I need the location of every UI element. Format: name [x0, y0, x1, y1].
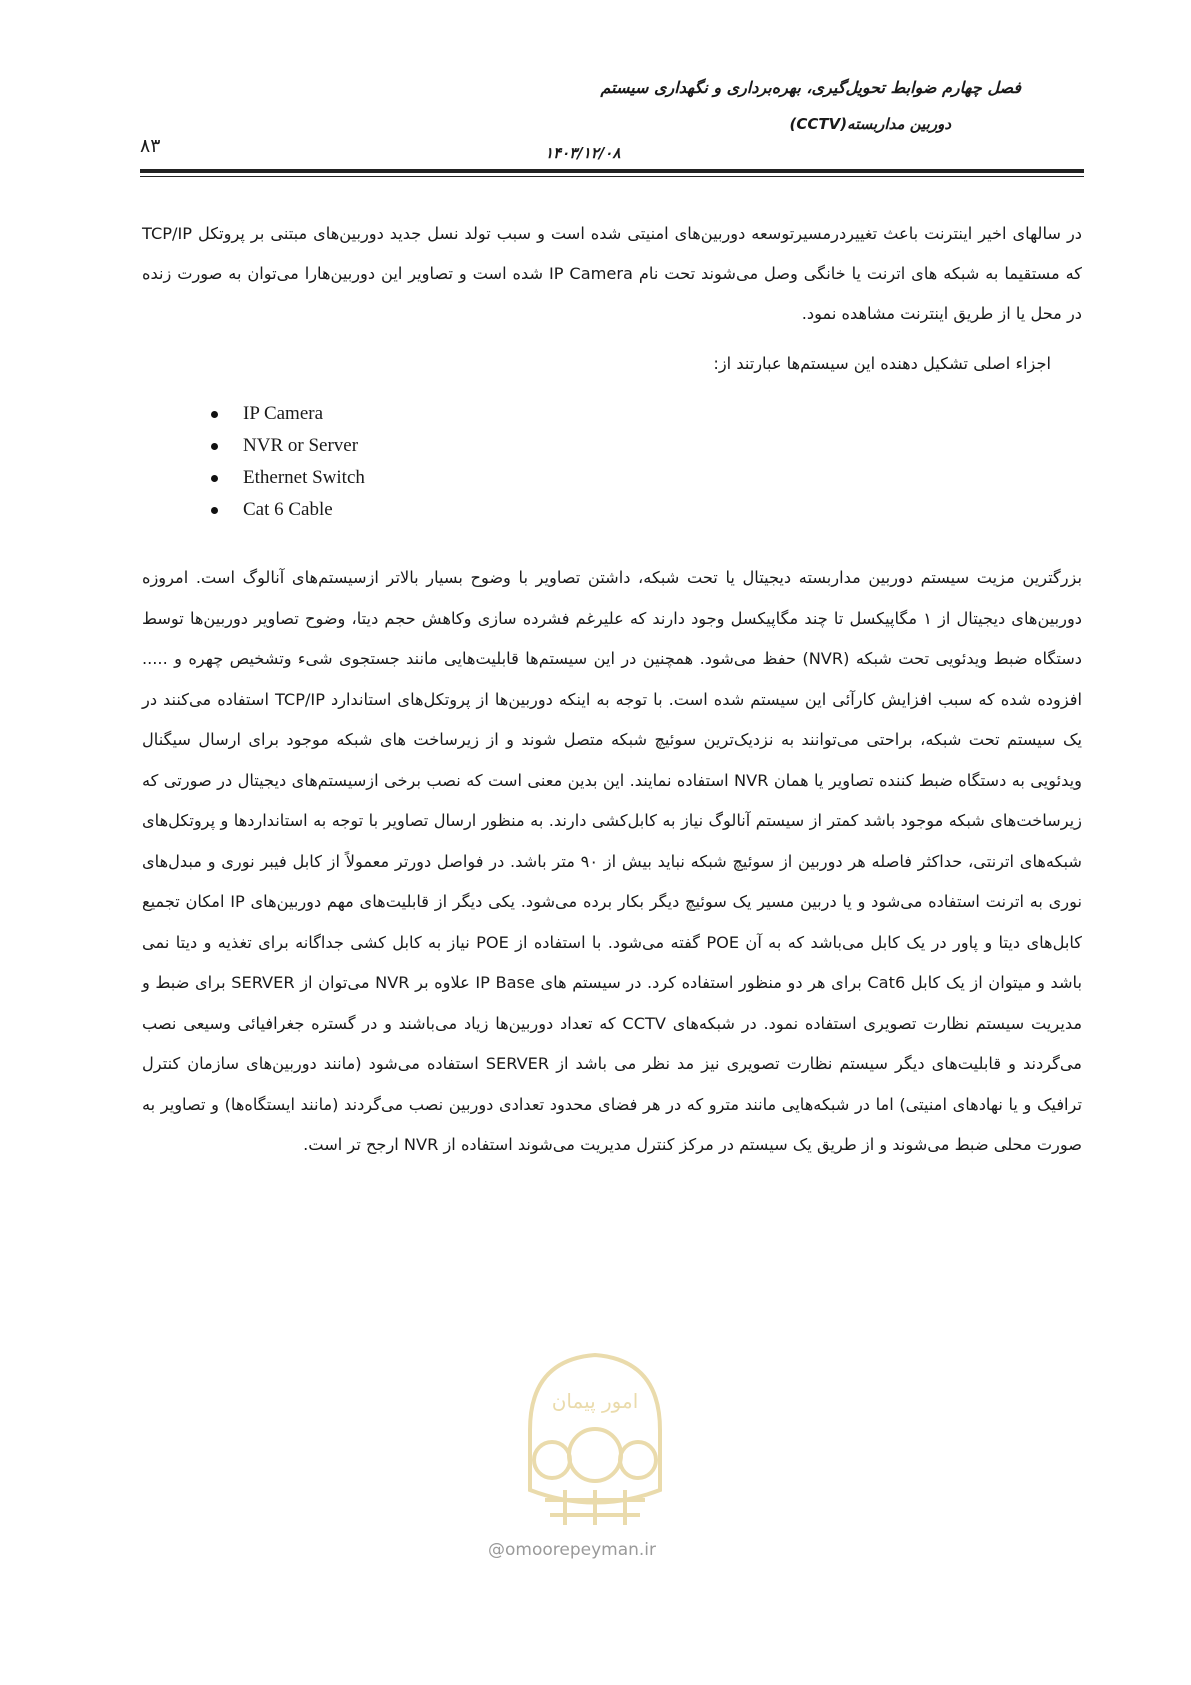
- watermark-site-text: omoorepeyman.ir: [505, 1540, 657, 1560]
- watermark-site: @omoorepeyman.ir: [488, 1540, 657, 1560]
- page-number: ۸۳: [140, 135, 161, 157]
- list-item: IP Camera: [195, 398, 365, 430]
- header-subtitle: دوربین مداربسته(CCTV): [789, 115, 951, 133]
- chapter-title: فصل چهارم ضوابط تحویل‌گیری، بهره‌برداری و نگهداری سیستم: [600, 78, 1021, 97]
- header-date: ۱۴۰۳/۱۲/۰۸: [545, 144, 621, 162]
- components-list: [195, 398, 365, 526]
- list-item: NVR or Server: [195, 430, 365, 462]
- watermark-logo: [490, 1340, 700, 1540]
- header-rule-thin: [140, 176, 1084, 177]
- watermark-logo-text: امور پیمان: [551, 1389, 639, 1413]
- list-item: Cat 6 Cable: [195, 494, 365, 526]
- header-rule-thick: [140, 169, 1084, 173]
- paragraph-1: در سالهای اخیر اینترنت باعث تغییردرمسیرتوسعه دوربین‌های امنیتی شده است و سبب تولد نسل جدید دوربین‌های مبتنی بر پروتکل TCP/IP که مستقیما به شبکه های اترنت یا خانگی وصل می‌شوند تحت نام IP Camera شده است و تصاویر این دوربین‌هارا می‌توان به صورت زنده در محل یا از طریق اینترنت مشاهده نمود.: [142, 224, 1082, 323]
- list-item: Ethernet Switch: [195, 462, 365, 494]
- intro-line: اجزاء اصلی تشکیل دهنده این سیستم‌ها عبارتند از:: [713, 354, 1051, 373]
- paragraph-2: بزرگترین مزیت سیستم دوربین مداربسته دیجیتال یا تحت شبکه، داشتن تصاویر با وضوح بسیار بالاتر ازسیستم‌های آنالوگ است. امروزه دوربین‌های دیجیتال از ۱ مگاپیکسل تا چند مگاپیکسل وجود دارند که علیرغم فشرده سازی وکاهش حجم دیتا، وضوح تصاویر دوربین‌ها توسط دستگاه ضبط ویدئویی تحت شبکه (NVR) حفظ می‌شود. همچنین در این سیستم‌ها قابلیت‌هایی مانند جستجوی شیء وتشخیص چهره و ..... افزوده شده که سبب افزایش کارآئی این سیستم شده است. با توجه به اینکه دوربین‌ها از پروتکل‌های استاندارد TCP/IP استفاده می‌کنند در یک سیستم تحت شبکه، براحتی می‌توانند به نزدیک‌ترین سوئیچ شبکه متصل شوند و از زیرساخت های شبکه موجود برای ارسال سیگنال ویدئویی به دستگاه ضبط کننده تصاویر یا همان NVR استفاده نمایند. این بدین معنی است که نصب برخی ازسیستم‌های دیجیتال در صورتی که زیرساخت‌های شبکه موجود باشد کمتر از سیستم آنالوگ نیاز به کابل‌کشی دارند. به منظور ارسال تصاویر با توجه به استانداردها و پروتکل‌های شبکه‌های اترنتی، حداکثر فاصله هر دوربین از سوئیچ شبکه نباید بیش از ۹۰ متر باشد. در فواصل دورتر معمولاً از کابل فیبر نوری و مبدل‌های نوری به اترنت استفاده می‌شود و یا دربین مسیر یک سوئیچ دیگر بکار برده می‌شود. یکی دیگر از قابلیت‌های مهم دوربین‌های IP امکان تجمیع کابل‌های دیتا و پاور در یک کابل می‌باشد که به آن POE گفته می‌شود. با استفاده از POE نیاز به کابل کشی جداگانه برای تغذیه و دیتا نمی باشد و میتوان از یک کابل Cat6 برای هر دو منظور استفاده کرد. در سیستم های IP Base علاوه بر NVR می‌توان از SERVER برای ضبط و مدیریت سیستم نظارت تصویری استفاده نمود. در شبکه‌های CCTV که تعداد دوربین‌ها زیاد می‌باشند و در گستره جغرافیائی وسیعی نصب می‌گردند و قابلیت‌های دیگر سیستم نظارت تصویری نیز مد نظر می باشد از SERVER استفاده می‌شود (مانند دوربین‌های سازمان کنترل ترافیک و یا نهادهای امنیتی) اما در شبکه‌هایی مانند مترو که در هر فضای محدود تعدادی دوربین نصب می‌گردند (مانند ایستگاه‌ها) و تصاویر به صورت محلی ضبط می‌شوند و از طریق یک سیستم در مرکز کنترل مدیریت می‌شوند استفاده از NVR ارجح تر است.: [142, 568, 1083, 1154]
